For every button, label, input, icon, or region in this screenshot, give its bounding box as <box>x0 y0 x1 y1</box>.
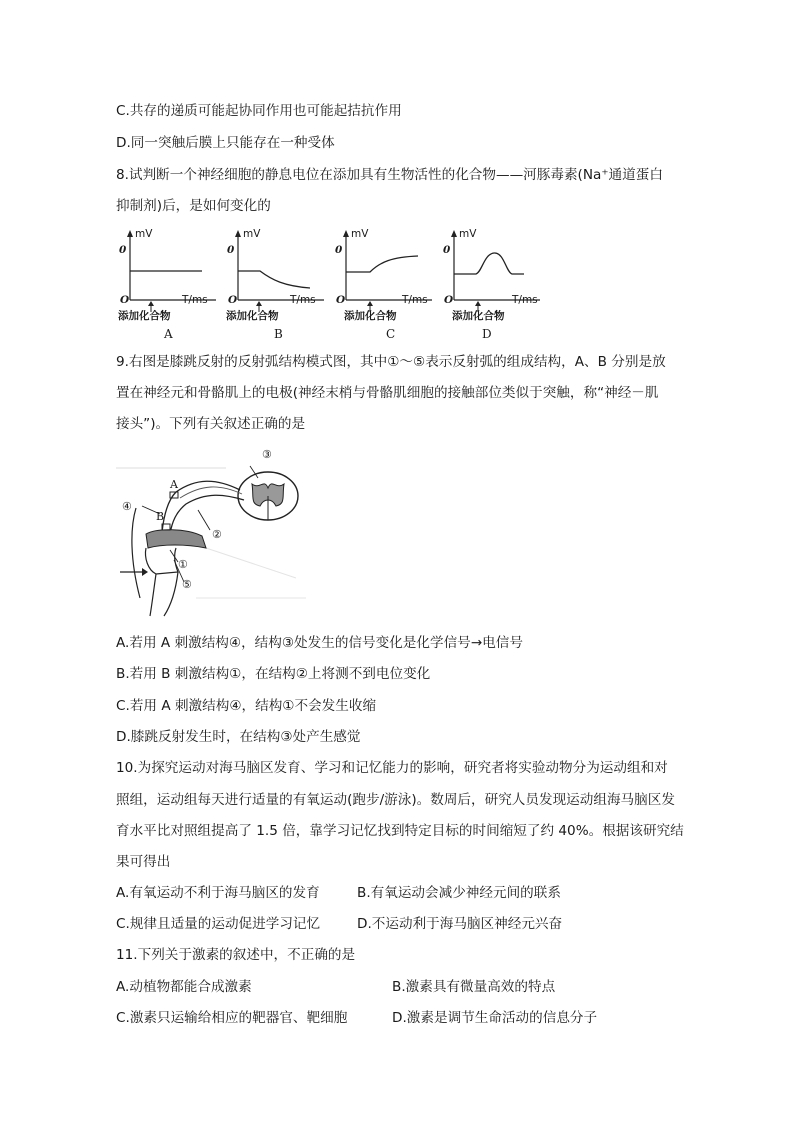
graph-a-plot <box>116 228 234 346</box>
graph-c-zero: 0 <box>335 244 343 256</box>
graph-c <box>332 228 450 346</box>
label-structure-4: ④ <box>122 500 132 513</box>
label-structure-5: ⑤ <box>182 578 192 591</box>
q11-option-a: A.动植物都能合成激素 <box>116 979 252 995</box>
q9-stem-line1: 9.右图是膝跳反射的反射弧结构模式图，其中①～⑤表示反射弧的组成结构，A、B 分别是放 <box>116 354 666 370</box>
graph-c-letter: C <box>386 327 396 341</box>
q11-option-d: D.激素是调节生命活动的信息分子 <box>392 1010 598 1026</box>
graph-b-xlabel: T/ms <box>290 294 316 306</box>
q11-option-b: B.激素具有微量高效的特点 <box>392 979 556 995</box>
graph-a-zero: 0 <box>119 244 127 256</box>
q9-option-a: A.若用 A 刺激结构④，结构③处发生的信号变化是化学信号→电信号 <box>116 635 523 651</box>
graph-b-ylabel: mV <box>243 228 261 240</box>
graph-d-origin: O <box>444 294 454 306</box>
label-structure-3: ③ <box>262 448 272 461</box>
reflex-arc-drawing <box>116 448 306 618</box>
q9-option-c: C.若用 A 刺激结构④，结构①不会发生收缩 <box>116 698 377 714</box>
q9-option-b: B.若用 B 刺激结构①，在结构②上将测不到电位变化 <box>116 666 431 682</box>
graph-b <box>224 228 342 346</box>
graph-b-letter: B <box>274 327 283 341</box>
label-electrode-b: B <box>156 510 165 523</box>
graph-c-curve <box>346 256 418 272</box>
q10-option-b: B.有氧运动会减少神经元间的联系 <box>357 885 561 901</box>
q7-option-d: D.同一突触后膜上只能存在一种受体 <box>116 135 335 151</box>
q9-option-d: D.膝跳反射发生时，在结构③处产生感觉 <box>116 729 361 745</box>
q10-option-a: A.有氧运动不利于海马脑区的发育 <box>116 885 320 901</box>
graph-b-curve <box>238 271 310 288</box>
graph-a-xlabel: T/ms <box>182 294 208 306</box>
graph-a-origin: O <box>120 294 130 306</box>
q10-stem-line1: 10.为探究运动对海马脑区发育、学习和记忆能力的影响，研究者将实验动物分为运动组和对 <box>116 760 668 776</box>
graph-b-zero: 0 <box>227 244 235 256</box>
spinal-cord <box>238 472 298 520</box>
graph-d-plot <box>440 228 558 346</box>
q10-stem-line3: 育水平比对照组提高了 1.5 倍，靠学习记忆找到特定目标的时间缩短了约 40%。根据该研究结 <box>116 823 684 839</box>
graph-d-letter: D <box>482 327 492 341</box>
q11-stem: 11.下列关于激素的叙述中，不正确的是 <box>116 947 356 963</box>
graph-b-plot <box>224 228 342 346</box>
graph-a-letter: A <box>164 327 173 341</box>
q9-stem-line2: 置在神经元和骨骼肌上的电极(神经末梢与骨骼肌细胞的接触部位类似于突触，称“神经－肌 <box>116 385 659 401</box>
graph-c-arrow-label: 添加化合物 <box>344 310 397 322</box>
graph-d-xlabel: T/ms <box>512 294 538 306</box>
graph-b-arrow-label: 添加化合物 <box>226 310 279 322</box>
label-structure-1: ① <box>178 558 188 571</box>
label-electrode-a: A <box>170 478 178 491</box>
label-structure-2: ② <box>212 528 222 541</box>
graph-b-origin: O <box>228 294 238 306</box>
graph-d-zero: 0 <box>443 244 451 256</box>
q10-stem-line2: 照组，运动组每天进行适量的有氧运动(跑步/游泳)。数周后，研究人员发现运动组海马脑区发 <box>116 792 675 808</box>
graph-d-arrow-label: 添加化合物 <box>452 310 505 322</box>
q10-option-c: C.规律且适量的运动促进学习记忆 <box>116 916 321 932</box>
graph-a <box>116 228 234 346</box>
q11-option-c: C.激素只运输给相应的靶器官、靶细胞 <box>116 1010 348 1026</box>
q9-stem-line3: 接头”)。下列有关叙述正确的是 <box>116 416 306 432</box>
q10-option-d: D.不运动利于海马脑区神经元兴奋 <box>357 916 563 932</box>
graph-a-ylabel: mV <box>135 228 153 240</box>
q10-stem-line4: 果可得出 <box>116 854 171 870</box>
graph-c-ylabel: mV <box>351 228 369 240</box>
graph-c-xlabel: T/ms <box>402 294 428 306</box>
q8-stem-line2: 抑制剂)后，是如何变化的 <box>116 198 271 214</box>
q7-option-c: C.共存的递质可能起协同作用也可能起拮抗作用 <box>116 103 402 119</box>
reflex-arc-figure <box>116 448 306 618</box>
q8-stem-line1: 8.试判断一个神经细胞的静息电位在添加具有生物活性的化合物——河豚毒素(Na⁺通道蛋白 <box>116 167 663 183</box>
graph-a-arrow-label: 添加化合物 <box>118 310 171 322</box>
graph-d-ylabel: mV <box>459 228 477 240</box>
graph-d <box>440 228 558 346</box>
graph-d-curve <box>454 253 524 274</box>
graph-c-origin: O <box>336 294 346 306</box>
